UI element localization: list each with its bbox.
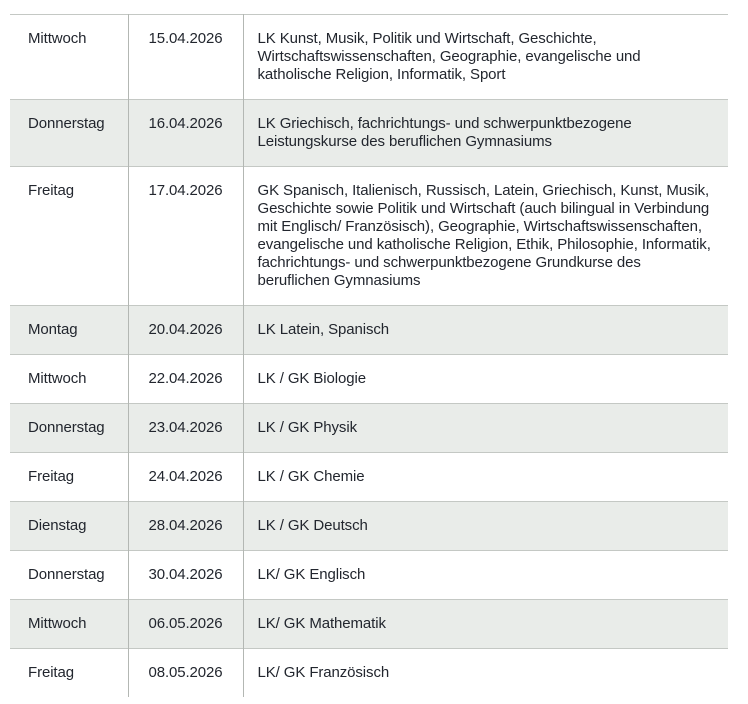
exam-row	[10, 404, 728, 453]
subjects-cell: LK / GK Deutsch	[243, 502, 728, 551]
date-cell: 16.04.2026	[128, 100, 243, 167]
exam-row	[10, 649, 728, 698]
day-cell: Donnerstag	[28, 419, 105, 436]
day-cell: Dienstag	[28, 517, 87, 534]
date-cell: 30.04.2026	[128, 551, 243, 600]
date-cell: 24.04.2026	[128, 453, 243, 502]
subjects-cell: LK / GK Physik	[243, 404, 728, 453]
day-cell: Freitag	[28, 664, 74, 681]
exam-row	[10, 355, 728, 404]
exam-row	[10, 100, 728, 167]
date-cell: 08.05.2026	[128, 649, 243, 698]
exam-row	[10, 551, 728, 600]
subjects-cell: LK Griechisch, fachrichtungs- und schwerpunktbezogene Leistungskurse des beruflichen Gymnasiums	[243, 100, 728, 167]
date-cell: 23.04.2026	[128, 404, 243, 453]
exam-row	[10, 306, 728, 355]
date-cell: 28.04.2026	[128, 502, 243, 551]
day-cell: Freitag	[28, 468, 74, 485]
exam-row	[10, 600, 728, 649]
exam-row	[10, 167, 728, 306]
day-cell: Mittwoch	[28, 370, 87, 387]
exam-row	[10, 15, 728, 100]
exam-schedule-table	[10, 14, 728, 697]
subjects-cell: LK / GK Biologie	[243, 355, 728, 404]
day-cell: Mittwoch	[28, 30, 87, 47]
subjects-cell: LK Kunst, Musik, Politik und Wirtschaft, Geschichte, Wirtschaftswissenschaften, Geographie, evangelische und katholische Religion, Informatik, Sport	[243, 15, 728, 100]
exam-row	[10, 502, 728, 551]
day-cell: Donnerstag	[28, 115, 105, 132]
subjects-cell: LK/ GK Mathematik	[243, 600, 728, 649]
date-cell: 15.04.2026	[128, 15, 243, 100]
subjects-cell: GK Spanisch, Italienisch, Russisch, Latein, Griechisch, Kunst, Musik, Geschichte sowie Politik und Wirtschaft (auch bilingual in Verbindung mit Englisch/ Französisch), Geographie, Wirtschaftswissenschaften, evangelische und katholische Religion, Ethik, Philosophie, Informatik, fachrichtungs- und schwerpunktbezogene Grundkurse des beruflichen Gymnasiums	[243, 167, 728, 306]
date-cell: 22.04.2026	[128, 355, 243, 404]
subjects-cell: LK/ GK Englisch	[243, 551, 728, 600]
date-cell: 06.05.2026	[128, 600, 243, 649]
subjects-cell: LK Latein, Spanisch	[243, 306, 728, 355]
exam-schedule-body	[10, 15, 728, 698]
date-cell: 17.04.2026	[128, 167, 243, 306]
date-cell: 20.04.2026	[128, 306, 243, 355]
day-cell: Mittwoch	[28, 615, 87, 632]
subjects-cell: LK / GK Chemie	[243, 453, 728, 502]
exam-row	[10, 453, 728, 502]
subjects-cell: LK/ GK Französisch	[243, 649, 728, 698]
day-cell: Donnerstag	[28, 566, 105, 583]
day-cell: Freitag	[28, 182, 74, 199]
day-cell: Montag	[28, 321, 78, 338]
